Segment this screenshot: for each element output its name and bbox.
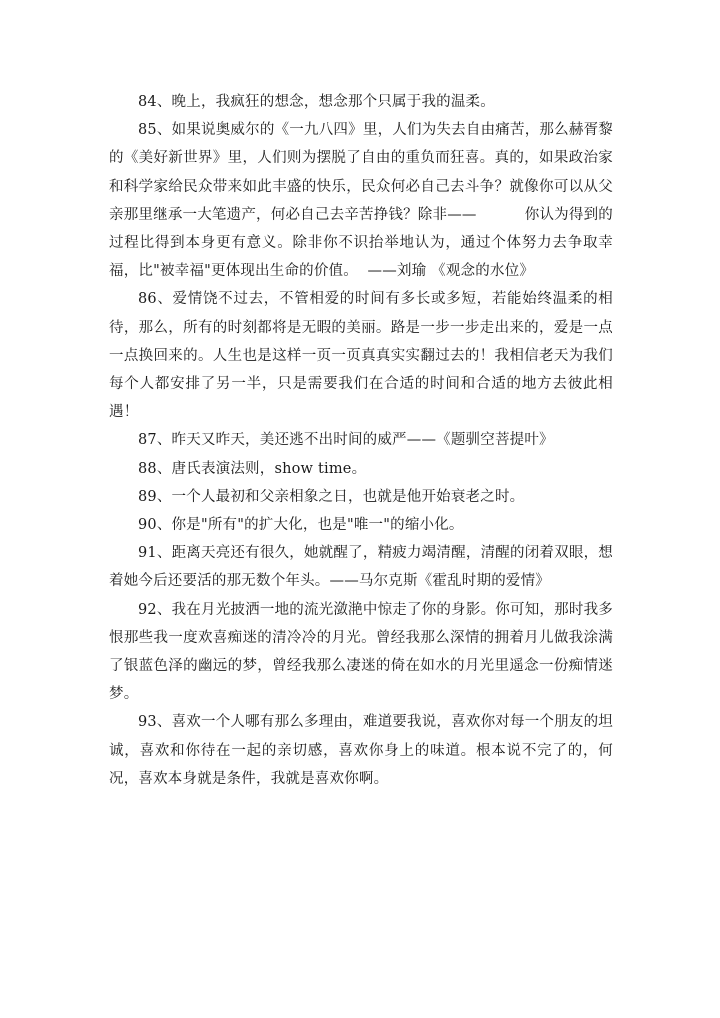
document-body xyxy=(109,88,613,793)
paragraph-84: 84、晚上，我疯狂的想念，想念那个只属于我的温柔。 xyxy=(138,94,495,110)
paragraph-86: 86、爱情饶不过去，不管相爱的时间有多长或多短，若能始终温柔的相待，那么，所有的时刻都将是无暇的美丽。路是一步一步走出来的，爱是一点一点换回来的。人生也是这样一页一页真真实实翻过去的！我相信老天为我们每个人都安排了另一半，只是需要我们在合适的时间和合适的地方去彼此相遇！ xyxy=(109,291,613,421)
paragraph-87: 87、昨天又昨天，美还逃不出时间的威严——《题驯空菩提叶》 xyxy=(138,432,554,449)
paragraph-85: 85、如果说奥威尔的《一九八四》里，人们为失去自由痛苦，那么赫胥黎的《美好新世界》里，人们则为摆脱了自由的重负而狂喜。真的，如果政治家和科学家给民众带来如此丰盛的快乐，民众何必自己去斗争？就像你可以从父亲那里继承一大笔遗产，何必自己去辛苦挣钱？除非—— 你认为得到的过程比得到本身更有意义。除非你不识抬举地认为，通过个体努力去争取幸福，比"被幸福"更体现出生命的价值。 ——刘瑜 《观念的水位》 xyxy=(109,122,613,280)
paragraph-92: 92、我在月光披洒一地的流光潋滟中惊走了你的身影。你可知，那时我多恨那些我一度欢喜痴迷的清冷冷的月光。曾经我那么深情的拥着月儿做我涂满了银蓝色泽的幽远的梦，曾经我那么凄迷的倚在如水的月光里遥念一份痴情迷梦。 xyxy=(109,601,613,703)
paragraph-89: 89、一个人最初和父亲相象之日，也就是他开始衰老之时。 xyxy=(138,488,525,505)
paragraph-91: 91、距离天亮还有很久，她就醒了，精疲力竭清醒，清醒的闭着双眼，想着她今后还要活的那无数个年头。——马尔克斯《霍乱时期的爱情》 xyxy=(109,545,613,590)
paragraph-93: 93、喜欢一个人哪有那么多理由，难道要我说，喜欢你对每一个朋友的坦诚，喜欢和你待在一起的亲切感，喜欢你身上的味道。根本说不完了的，何况，喜欢本身就是条件，我就是喜欢你啊。 xyxy=(109,714,613,787)
paragraph-88: 88、唐氏表演法则，show time。 xyxy=(138,460,367,477)
paragraph-90: 90、你是"所有"的扩大化，也是"唯一"的缩小化。 xyxy=(138,517,464,534)
